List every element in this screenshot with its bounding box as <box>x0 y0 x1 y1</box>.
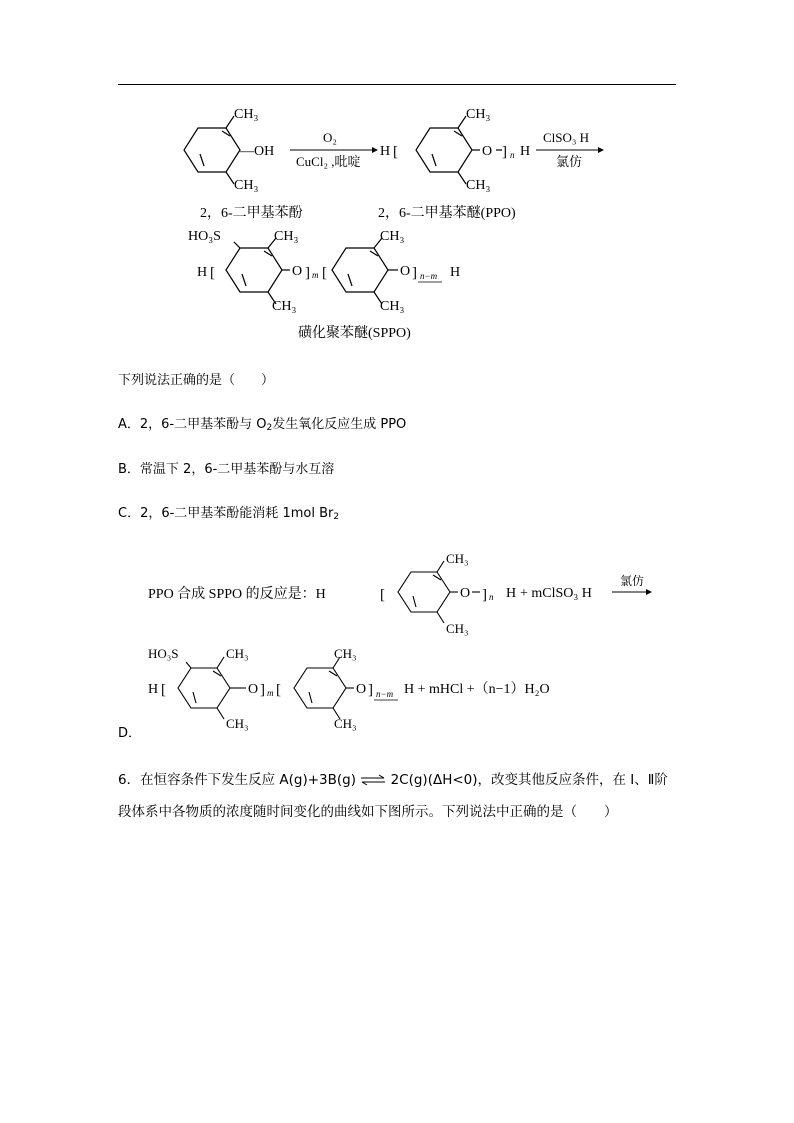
option-d-arrow-label: 氯仿 <box>620 574 645 588</box>
option-d-ppo-h: H <box>506 586 517 601</box>
ppo-bracket-right: ] <box>502 144 507 160</box>
option-d-ring-1-ch3-top: CH₃ <box>226 646 249 661</box>
option-d-sppo-h-left: H <box>148 682 159 697</box>
sppo-ch3-2-bottom: CH₃ <box>380 299 405 314</box>
svg-text:]: ] <box>368 682 373 698</box>
option-c-sub: 2 <box>333 512 340 522</box>
option-d-ring-2-ch3-bottom: CH₃ <box>334 716 357 731</box>
svg-text:]: ] <box>260 682 265 698</box>
ppo-o: O <box>482 144 493 159</box>
option-d-ring-1 <box>178 657 246 719</box>
sppo-o-1: O <box>292 264 303 279</box>
solvent-chloroform: 氯仿 <box>556 154 583 169</box>
option-a-sub: 2 <box>266 423 273 433</box>
reagent-o2: O₂ <box>323 130 337 145</box>
sppo-h-left: H <box>197 265 208 280</box>
sppo-n-minus-m: n−m <box>420 271 438 281</box>
sppo-bracket-1-right: ] <box>305 265 310 281</box>
question-6-line-2: 段体系中各物质的浓度随时间变化的曲线如下图所示。下列说法中正确的是（ ） <box>118 804 618 820</box>
option-d-ppo-ch3-bottom: CH₃ <box>446 621 469 636</box>
option-c-pre: C．2，6-二甲基苯酚能消耗 1mol Br <box>118 506 334 521</box>
question-6-line-1 <box>118 768 668 788</box>
svg-text:[: [ <box>276 682 281 698</box>
option-d-ring-1-o: O <box>248 682 259 697</box>
sppo-ch3-1-top: CH₃ <box>274 229 299 244</box>
option-d-hso3s: HO₃S <box>148 646 179 661</box>
phenol-oh: —OH <box>240 144 275 159</box>
svg-text:[: [ <box>161 682 166 698</box>
option-d-label[interactable]: D． <box>118 726 142 741</box>
option-d-intro: PPO 合成 SPPO 的反应是：H <box>148 587 326 602</box>
option-d-n-minus-m: n−m <box>376 689 394 699</box>
option-d-ring-2 <box>294 657 354 719</box>
ppo-n: n <box>510 150 515 160</box>
question-6-line-1-a: 6．在恒容条件下发生反应 A(g)+3B(g) <box>118 772 361 788</box>
option-a-post: 发生氧化反应生成 PPO <box>272 417 407 432</box>
phenol-ch3-top: CH₃ <box>234 107 259 122</box>
option-d-ppo-n: n <box>489 592 494 602</box>
reagent-clso3h: ClSO₃ H <box>543 130 590 145</box>
option-d-ring-2-o: O <box>356 682 367 697</box>
sppo-o-2: O <box>400 264 411 279</box>
name-sppo: 磺化聚苯醚(SPPO) <box>298 326 411 341</box>
svg-text:[: [ <box>380 587 385 603</box>
sppo-ch3-1-bottom: CH₃ <box>272 299 297 314</box>
ppo-ch3-bottom: CH₃ <box>466 178 491 193</box>
option-b[interactable]: B．常温下 2，6-二甲基苯酚与水互溶 <box>118 462 335 477</box>
sppo-hso3s: HO₃S <box>188 229 221 244</box>
option-d-plus-m: + mClSO₃ H <box>520 586 592 601</box>
sppo-m: m <box>312 270 319 280</box>
option-d-ring-1-ch3-bottom: CH₃ <box>226 716 249 731</box>
name-ppo: 2，6-二甲基苯醚(PPO) <box>378 206 516 221</box>
option-d-products: H + mHCl +（n−1）H₂O <box>404 682 550 697</box>
equilibrium-arrow-icon <box>360 774 386 786</box>
option-d-ppo-o: O <box>460 586 471 601</box>
sppo-ch3-2-top: CH₃ <box>380 229 405 244</box>
ppo-ch3-top: CH₃ <box>466 107 491 122</box>
sppo-bracket-2-left: [ <box>322 265 327 281</box>
question-6-line-1-b: 2C(g)(ΔH<0)，改变其他反应条件，在 Ⅰ、Ⅱ阶 <box>386 772 668 788</box>
sppo-h-right: H <box>450 265 461 280</box>
question-stem: 下列说法正确的是（ ） <box>118 373 275 388</box>
option-d-m: m <box>267 688 274 698</box>
option-d-ring-2-ch3-top: CH₃ <box>334 646 357 661</box>
ppo-bracket-left: [ <box>393 144 398 160</box>
ppo-h-left: H <box>380 144 391 159</box>
option-d-ppo-ch3-top: CH₃ <box>446 551 469 566</box>
option-a-pre: A．2，6-二甲基苯酚与 O <box>118 417 267 432</box>
ppo-h-right: H <box>520 144 531 159</box>
sppo-bracket-left: [ <box>210 265 215 281</box>
name-dmp: 2，6-二甲基苯酚 <box>200 206 303 221</box>
sppo-bracket-2-right: ] <box>412 265 417 281</box>
reagent-cucl2: CuCl₂ ,吡啶 <box>296 154 361 169</box>
svg-text:]: ] <box>482 587 487 603</box>
phenol-ch3-bottom: CH₃ <box>234 178 259 193</box>
